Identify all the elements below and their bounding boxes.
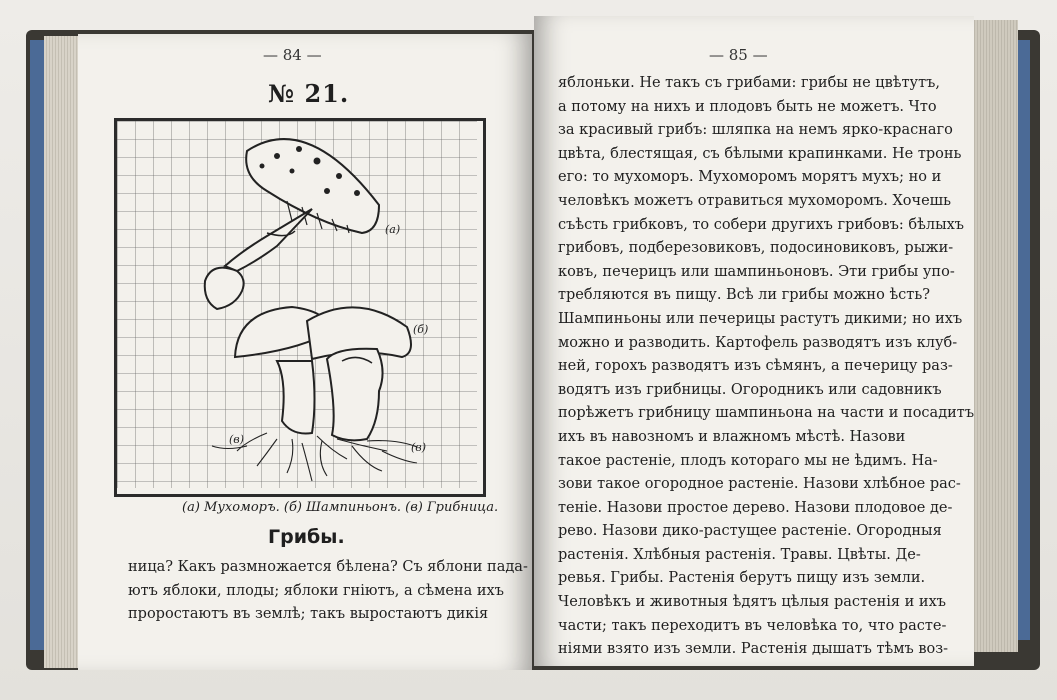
text-line: водятъ изъ грибницы. Огородникъ или садовникъ [558, 381, 942, 398]
text-line: Шампиньоны или печерицы растутъ дикими; но ихъ [558, 310, 963, 327]
text-line: за красивый грибъ: шляпка на немъ ярко-краснаго [558, 122, 953, 139]
text-line: грибовъ, подберезовиковъ, подосиновиковъ, рыжи- [558, 240, 954, 257]
section-number: № 21. [268, 79, 350, 108]
text-line: ница? Какъ размножается бѣлена? Съ яблони пада- [128, 559, 528, 575]
page-number-right: — 85 — [709, 46, 768, 64]
text-line: зови такое огородное растеніе. Назови хлѣбное рас- [558, 476, 961, 493]
figure-caption: (а) Мухоморъ. (б) Шампиньонъ. (в) Грибница. [182, 500, 499, 515]
text-line: требляются въ пищу. Всѣ ли грибы можно ѣсть? [558, 287, 930, 304]
right-page-text [558, 72, 975, 662]
text-line: теніе. Назови простое дерево. Назови плодовое де- [558, 499, 953, 516]
text-line: а потому на нихъ и плодовъ быть не можетъ. Что [558, 98, 937, 115]
text-line: можно и разводить. Картофель разводятъ изъ клуб- [558, 334, 958, 351]
text-line: ковъ, печерицъ или шампиньоновъ. Эти грибы упо- [558, 263, 955, 280]
page-number-left: — 84 — [263, 46, 322, 64]
text-line: ніями взято изъ земли. Растенія дышатъ тѣмъ воз- [558, 641, 949, 658]
text-line: ревья. Грибы. Растенія берутъ пищу изъ земли. [558, 570, 926, 587]
text-line: ютъ яблоки, плоды; яблоки гніютъ, а сѣмена ихъ [128, 582, 504, 599]
cover-spine-right [1016, 40, 1030, 640]
text-line: части; такъ переходитъ въ человѣка то, что расте- [558, 617, 947, 634]
figure-label-b: (б) [413, 323, 429, 336]
text-line: такое растеніе, плодъ котораго мы не ѣдимъ. На- [558, 452, 938, 469]
text-line: ней, горохъ разводятъ изъ сѣмянъ, а печерицу раз- [558, 358, 953, 375]
mushroom-illustration [114, 118, 486, 497]
text-line: растенія. Хлѣбныя растенія. Травы. Цвѣты. Де- [558, 546, 921, 563]
cover-spine-left [30, 40, 44, 650]
text-line: яблоньки. Не такъ съ грибами: грибы не цвѣтутъ, [558, 75, 940, 91]
text-line: ихъ въ навозномъ и влажномъ мѣстѣ. Назови [558, 428, 906, 445]
section-heading: Грибы. [268, 526, 345, 548]
figure-label-v-right: (в) [411, 441, 426, 454]
right-page [534, 16, 974, 666]
page-edges-right [972, 20, 1018, 652]
left-page-text [128, 556, 528, 627]
text-line: человѣкъ можетъ отравиться мухоморомъ. Хочешь [558, 192, 952, 209]
mushroom-drawing-svg [117, 121, 477, 488]
text-line: рево. Назови дико-растущее растеніе. Огородныя [558, 523, 942, 540]
text-line: его: то мухоморъ. Мухоморомъ морятъ мухъ; но и [558, 169, 942, 186]
text-line: проростаютъ въ землѣ; такъ выростаютъ дикія [128, 606, 489, 622]
text-line: цвѣта, блестящая, съ бѣлыми крапинками. Не тронь [558, 145, 962, 162]
text-line: порѣжетъ грибницу шампиньона на части и посадитъ [558, 405, 975, 422]
left-page [78, 34, 532, 670]
text-line: Человѣкъ и животныя ѣдятъ цѣлыя растенія и ихъ [558, 594, 946, 611]
figure-label-a: (а) [385, 223, 401, 236]
figure-label-v-left: (в) [229, 433, 244, 446]
text-line: съѣсть грибковъ, то собери другихъ грибовъ: бѣлыхъ [558, 216, 965, 233]
